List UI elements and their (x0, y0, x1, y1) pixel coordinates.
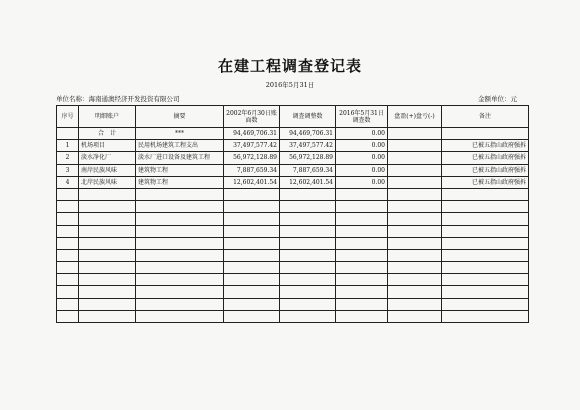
empty-cell (336, 249, 388, 261)
empty-cell (57, 237, 79, 249)
table-row (57, 140, 529, 152)
empty-cell (136, 201, 224, 213)
empty-cell (442, 249, 529, 261)
header-row (57, 106, 529, 128)
header-survey-value: 调查调整数 (280, 106, 336, 128)
empty-cell (336, 188, 388, 200)
cell-survey-value: 56,972,128.89 (280, 152, 336, 164)
empty-cell (79, 262, 136, 274)
empty-cell (79, 286, 136, 298)
empty-row (57, 262, 529, 274)
empty-cell (136, 310, 224, 322)
empty-cell (57, 213, 79, 225)
empty-cell (136, 262, 224, 274)
cell-gain-loss (388, 128, 442, 140)
empty-cell (136, 225, 224, 237)
total-label: 合 计 (79, 128, 136, 140)
empty-cell (388, 274, 442, 286)
empty-cell (79, 249, 136, 261)
empty-cell (336, 225, 388, 237)
empty-cell (57, 286, 79, 298)
cell-note: 已被五指山政府强拆 (442, 164, 529, 176)
empty-cell (442, 298, 529, 310)
empty-cell (136, 274, 224, 286)
empty-cell (57, 249, 79, 261)
total-summary: *** (136, 128, 224, 140)
cell-note: 已被五指山政府强拆 (442, 140, 529, 152)
empty-cell (224, 274, 280, 286)
empty-cell (57, 188, 79, 200)
empty-cell (388, 237, 442, 249)
empty-cell (280, 249, 336, 261)
total-survey-2016: 0.00 (336, 128, 388, 140)
cell-account: 南岸民族风味 (79, 164, 136, 176)
empty-cell (79, 225, 136, 237)
cell-note: 已被五指山政府强拆 (442, 152, 529, 164)
empty-cell (388, 225, 442, 237)
document-date: 2016年5月31日 (265, 81, 315, 89)
empty-cell (57, 310, 79, 322)
empty-cell (57, 262, 79, 274)
header-seq: 序号 (57, 106, 79, 128)
empty-cell (57, 274, 79, 286)
total-row (57, 128, 529, 140)
header-account: 明细账户 (79, 106, 136, 128)
empty-cell (442, 262, 529, 274)
empty-cell (224, 249, 280, 261)
cell-gain-loss (388, 152, 442, 164)
document-title: 在建工程调查登记表 (217, 57, 362, 75)
empty-row (57, 274, 529, 286)
empty-cell (136, 249, 224, 261)
cell-seq: 3 (57, 164, 79, 176)
cell-summary: 民用机场建筑工程支出 (136, 140, 224, 152)
empty-cell (442, 310, 529, 322)
empty-cell (224, 298, 280, 310)
empty-cell (442, 286, 529, 298)
currency-unit: 金额单位：元 (478, 95, 517, 103)
empty-row (57, 286, 529, 298)
cell-note: 已被五指山政府强拆 (442, 176, 529, 188)
cell-seq: 2 (57, 152, 79, 164)
empty-cell (442, 225, 529, 237)
empty-cell (336, 213, 388, 225)
empty-row (57, 298, 529, 310)
cell-gain-loss (388, 140, 442, 152)
cell-summary: 建筑物工程 (136, 164, 224, 176)
empty-cell (224, 225, 280, 237)
empty-cell (388, 188, 442, 200)
cell-seq (57, 128, 79, 140)
table-row (57, 164, 529, 176)
empty-cell (336, 237, 388, 249)
empty-cell (388, 310, 442, 322)
empty-cell (388, 262, 442, 274)
empty-cell (336, 298, 388, 310)
cell-summary: 淡水厂进口设备及建筑工程 (136, 152, 224, 164)
empty-row (57, 225, 529, 237)
empty-cell (79, 310, 136, 322)
empty-row (57, 310, 529, 322)
empty-cell (79, 213, 136, 225)
empty-cell (280, 310, 336, 322)
cell-book-value: 56,972,128.89 (224, 152, 280, 164)
cell-book-value: 37,497,577.42 (224, 140, 280, 152)
cell-gain-loss (388, 176, 442, 188)
cell-account: 淡水净化厂 (79, 152, 136, 164)
empty-cell (388, 298, 442, 310)
empty-cell (442, 201, 529, 213)
cell-book-value: 12,602,401.54 (224, 176, 280, 188)
cell-survey-2016: 0.00 (336, 176, 388, 188)
empty-cell (280, 262, 336, 274)
register-table (56, 105, 529, 323)
empty-cell (136, 213, 224, 225)
cell-survey-2016: 0.00 (336, 140, 388, 152)
empty-row (57, 188, 529, 200)
empty-cell (280, 298, 336, 310)
table-row (57, 152, 529, 164)
empty-cell (280, 188, 336, 200)
empty-cell (224, 237, 280, 249)
empty-cell (388, 213, 442, 225)
empty-cell (79, 274, 136, 286)
cell-book-value: 7,887,659.34 (224, 164, 280, 176)
empty-cell (442, 213, 529, 225)
empty-cell (57, 298, 79, 310)
total-book-value: 94,469,706.31 (224, 128, 280, 140)
table-row (57, 176, 529, 188)
empty-cell (280, 225, 336, 237)
empty-cell (280, 286, 336, 298)
header-note: 备注 (442, 106, 529, 128)
cell-account: 机场项目 (79, 140, 136, 152)
header-survey-2016: 2016年5月31日调查数 (336, 106, 388, 128)
cell-seq: 4 (57, 176, 79, 188)
empty-cell (136, 298, 224, 310)
empty-cell (336, 262, 388, 274)
empty-cell (136, 237, 224, 249)
empty-cell (336, 274, 388, 286)
empty-cell (79, 188, 136, 200)
empty-cell (280, 213, 336, 225)
header-summary: 摘要 (136, 106, 224, 128)
empty-cell (79, 237, 136, 249)
header-book-value: 2002年6月30日账面数 (224, 106, 280, 128)
empty-cell (224, 286, 280, 298)
empty-cell (136, 286, 224, 298)
empty-cell (224, 213, 280, 225)
cell-note (442, 128, 529, 140)
empty-cell (442, 274, 529, 286)
empty-cell (336, 286, 388, 298)
empty-cell (280, 201, 336, 213)
cell-account: 北岸民族风味 (79, 176, 136, 188)
empty-row (57, 201, 529, 213)
empty-cell (57, 225, 79, 237)
empty-cell (442, 237, 529, 249)
header-gain-loss: 盘盈(+)盘亏(-) (388, 106, 442, 128)
scan-artifact (270, 398, 390, 404)
empty-cell (224, 310, 280, 322)
empty-cell (388, 286, 442, 298)
empty-cell (388, 201, 442, 213)
cell-seq: 1 (57, 140, 79, 152)
empty-cell (442, 188, 529, 200)
empty-cell (224, 262, 280, 274)
cell-survey-value: 7,887,659.34 (280, 164, 336, 176)
empty-cell (79, 201, 136, 213)
cell-survey-2016: 0.00 (336, 164, 388, 176)
total-survey-value: 94,469,706.31 (280, 128, 336, 140)
cell-gain-loss (388, 164, 442, 176)
empty-cell (79, 298, 136, 310)
empty-cell (136, 188, 224, 200)
empty-cell (336, 310, 388, 322)
cell-survey-value: 12,602,401.54 (280, 176, 336, 188)
empty-row (57, 213, 529, 225)
empty-cell (224, 201, 280, 213)
empty-cell (224, 188, 280, 200)
empty-cell (336, 201, 388, 213)
empty-row (57, 237, 529, 249)
empty-cell (280, 274, 336, 286)
cell-summary: 建筑物工程 (136, 176, 224, 188)
empty-cell (280, 237, 336, 249)
cell-survey-2016: 0.00 (336, 152, 388, 164)
empty-row (57, 249, 529, 261)
empty-cell (57, 201, 79, 213)
unit-name: 单位名称：海南通澳经济开发投资有限公司 (56, 95, 180, 103)
cell-survey-value: 37,497,577.42 (280, 140, 336, 152)
empty-cell (388, 249, 442, 261)
